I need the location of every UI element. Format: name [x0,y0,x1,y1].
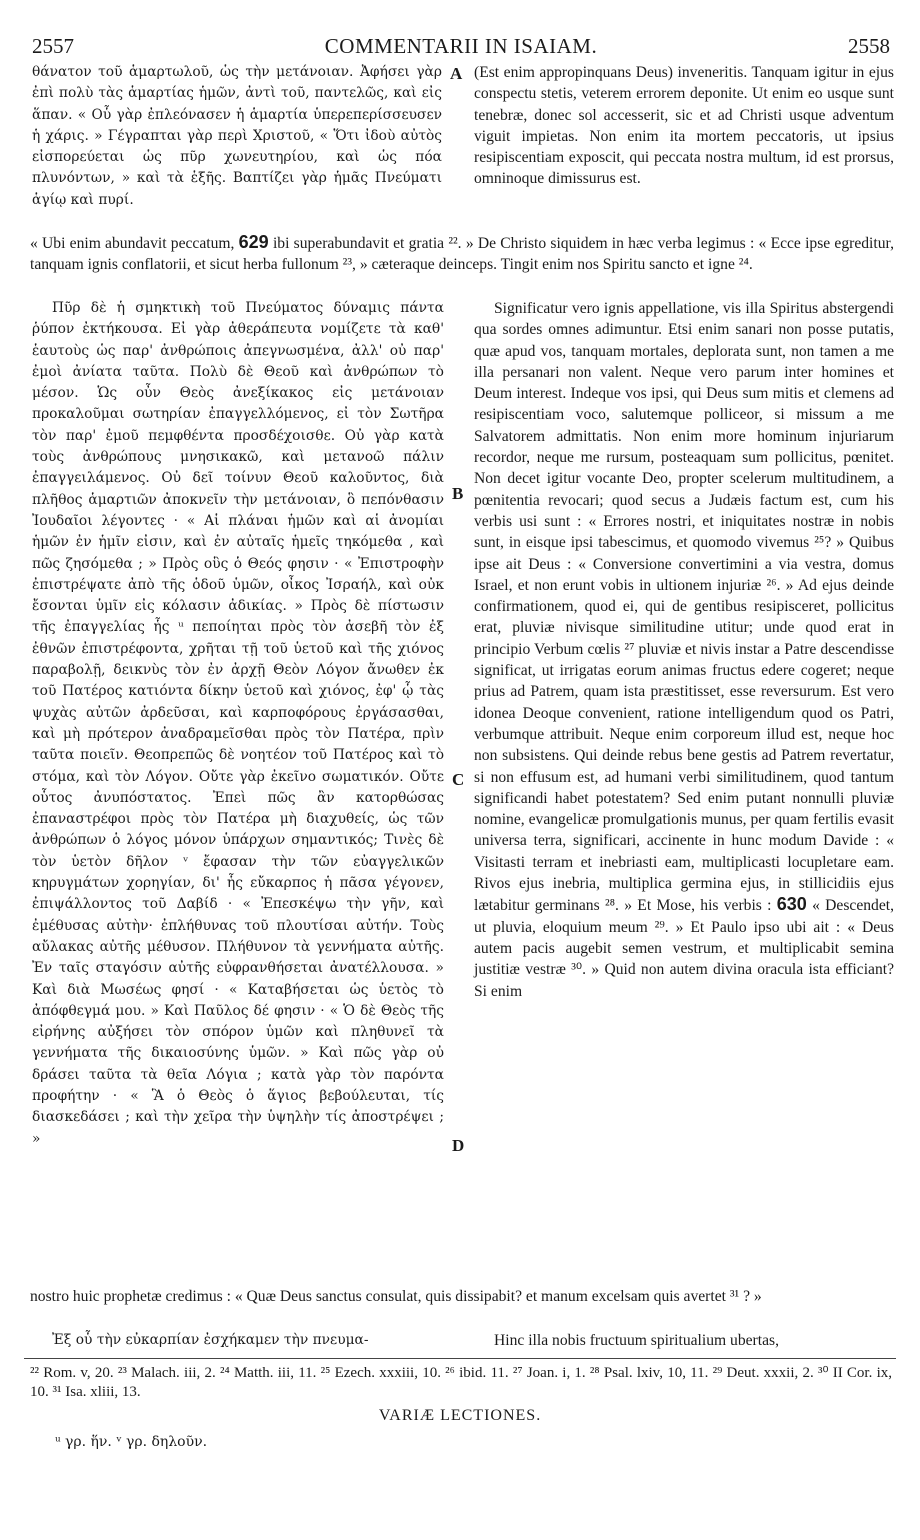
latin-text-main [474,298,894,1002]
latin-text-main-b: « Descendet, ut pluvia, eloquium meum ²⁹. » Et Paulo ipso ubi ait : « Deus autem pacis augebit semen vestrum, et multiplicabit semina justitiæ vestræ ³⁰. » Quid non autem divina oracula ista efficiant? Si enim [474,897,894,1000]
latin-full-width-1a: « Ubi enim abundavit peccatum, [30,235,235,252]
latin-full-width-1 [30,232,894,276]
page-number-right: 2558 [848,34,890,58]
footnotes: ²² Rom. v, 20. ²³ Malach. iii, 2. ²⁴ Matth. iii, 11. ²⁵ Ezech. xxxiii, 10. ²⁶ ibid. 11. ²⁷ Joan. i, 1. ²⁸ Psal. lxiv, 10, 11. ²⁹ Deut. xxxii, 2. ³⁰ II Cor. ix, 10. ³¹ Isa. xliii, 13. [30,1365,892,1400]
latin-full-width-1b: ibi superabundavit et gratia ²². » De Christo siquidem in hæc verba legimus : « Ecce ipse egreditur, tanquam ignis conflatorii, et sicut herba fullonum ²³, » cæteraque deinceps. Tingit enim nos Spiritu sancto et igne ²⁴. [30,235,894,274]
greek-column-main [32,298,444,1150]
latin-column-bottom [474,1330,894,1351]
footnote-rule [24,1358,896,1359]
greek-text-bottom: Ἐξ οὗ τὴν εὐκαρπίαν ἐσχήκαμεν τὴν πνευμα- [52,1332,369,1348]
latin-column-main [474,298,894,1002]
latin-column-top [474,62,894,190]
variae-lectiones-heading: VARIÆ LECTIONES. [378,1407,542,1424]
page-header [32,34,890,62]
page-number-left: 2557 [32,34,74,58]
latin-full-width-2: nostro huic prophetæ credimus : « Quæ Deus sanctus consulat, quis dissipabit? et manum excelsam quis avertet ³¹ ? » [30,1288,762,1305]
margin-letter-a: A [450,64,463,83]
greek-text-top: θάνατον τοῦ ἁμαρτωλοῦ, ὡς τὴν μετάνοιαν. Ἀφήσει γὰρ ἐπὶ πολὺ τὰς ἁμαρτίας ἡμῶν, ἀντὶ τοῦ, παντελῶς, καὶ εἰς ἅπαν. « Οὗ γὰρ ἐπλεόνασεν ἡ ἁμαρτία ὑπερεπερίσσευσεν ἡ χάρις. » Γέγραπται γὰρ περὶ Χριστοῦ, « Ὅτι ἰδοὺ αὐτὸς εἰσπορεύεται ὡς πῦρ χωνευτηρίου, καὶ ὡς πόα πλυνόντων, » καὶ τὰ ἑξῆς. Βαπτίζει γὰρ ἡμᾶς Πνεύματι ἁγίῳ καὶ πυρί. [32,64,442,208]
margin-letter-b: B [452,484,464,503]
greek-text-main: Πῦρ δὲ ἡ σμηκτικὴ τοῦ Πνεύματος δύναμις πάντα ῥύπον ἐκτήκουσα. Εἰ γὰρ ἀθεράπευτα νομίζετε τὰ καθ' ἑαυτοὺς ὡς παρ' ἀνθρώποις ἀπεγνωσμένα, ἀλλ' οὐ παρ' ἐμοὶ ἀνίατα ταῦτα. Πολὺ δὲ Θεοῦ καὶ ἀνθρώπων τὸ μέσον. Ὡς οὖν Θεὸς ἀνεξίκακος εἰς μετάνοιαν προκαλοῦμαι σωτηρίαν ἐπαγγελλόμενος, εἰ τὸν Σωτῆρα τὸν παρ' ἐμοῦ πεμφθέντα προσδέχοισθε. Οὐ γὰρ κατὰ τοὺς ἀνθρώπους μνησικακῶ, καὶ μετανοῶ πάλιν ἐπαγγειλάμενος. Οὐ δεῖ τοίνυν Θεοῦ καλοῦντος, διὰ πλῆθος ἁμαρτιῶν ἀποκνεῖν τὴν μετάνοιαν, ὃ πεπόνθασιν Ἰουδαῖοι λέγοντες · « Αἱ πλάναι ἡμῶν καὶ αἱ ἀνομίαι ἡμῶν ἐν ἡμῖν εἰσιν, καὶ ἐν αὐταῖς ἡμεῖς τηκόμεθα , καὶ πῶς ζησόμεθα ; » Πρὸς οὓς ὁ Θεός φησιν · « Ἐπιστροφὴν ἐπιστρέψατε ἀπὸ τῆς ὁδοῦ ὑμῶν, οἶκος Ἰσραήλ, καὶ οὐκ ἔσονται ὑμῖν εἰς κόλασιν ἀδικίας. » Πρὸς δὲ πίστωσιν τῆς ἐπαγγελίας ἧς ᵘ πεποίηται πρὸς τὸν ἀσεβῆ τὸν ἐξ ἐθνῶν ἐπιστρέφοντα, χρῆται τῇ τοῦ ὑετοῦ καὶ τῆς χιόνος παραβολῇ, δεικνὺς τὸν ἐν ἀρχῇ Θεὸν Λόγον ἄνωθεν ἐκ τοῦ Πατέρος κατιόντα δίκην ὑετοῦ καὶ χιόνος, ἐφ' ᾧ τὰς ψυχὰς αὐτῶν ἀρδεῦσαι, καὶ καρποφόρους ἐργάσασθαι, καὶ μὴ πρότερον ἀναδραμεῖσθαι πρὸς τὸν Πατέρα, πρὶν ταῦτα ποιεῖν. Θεοπρεπῶς δὲ νοητέον τοῦ Πατέρος καὶ τὸ στόμα, καὶ τὸν Λόγον. Οὔτε γὰρ ἐκεῖνο σωματικόν. Οὔτε οὗτος ἀνυπόστατος. Ἐπεὶ πῶς ἂν κατορθώσας ἐπαναστρέφοι πρὸς τὸν Πατέρα μὴ διαχυθείς, ὡς τῶν ἀνθρώπων ὁ λόγος μόνον ὑπάρχων σημαντικός; Τινὲς δὲ τὸν ὑετὸν δῆλον ᵛ ἔφασαν τὴν τῶν εὐαγγελικῶν κηρυγμάτων χορηγίαν, δι' ἧς εὔκαρπος ἡ πᾶσα γέγονεν, ἐπιψάλλοντος τοῦ Δαβίδ · « Ἐπεσκέψω τὴν γῆν, καὶ ἐμέθυσας αὐτὴν· ἐπλήθυνας τοῦ πλουτίσαι αὐτήν. Τοὺς αὔλακας αὐτῆς μέθυσον. Πλήθυνον τὰ γεννήματα αὐτῆς. Ἐν ταῖς σταγόσιν αὐτῆς εὐφρανθήσεται ἀνατέλλουσα. » Καὶ διὰ Μωσέως φησί · « Καταβήσεται ὡς ὑετὸς τὸ ἀπόφθεγμά μου. » Καὶ Παῦλος δέ φησιν · « Ὁ δὲ Θεὸς τῆς εἰρήνης αὐξήσει τὸν σπόρον ὑμῶν καὶ πληθυνεῖ τὰ γεννήματα τῆς δικαιοσύνης ὑμῶν. » Καὶ πῶς γὰρ οὐ δράσει ταῦτα τὰ θεῖα Λόγια ; κατὰ γὰρ τὸν παρόντα προφήτην · « Ἃ ὁ Θεὸς ὁ ἅγιος βεβούλευται, τίς διασκεδάσει ; καὶ τὴν χεῖρα τὴν ὑψηλὴν τίς ἀποστρέψει ; » [32,300,444,1147]
running-title: COMMENTARII IN ISAIAM. [324,34,598,58]
margin-letter-d: D [452,1136,465,1155]
latin-text-top: (Est enim appropinquans Deus) inveneritis. Tanquam igitur in ejus conspectu stetis, veterem errorem deponite. Ut enim eo usque sunt tenebræ, donec sol accesserit, sic et ad Christi usque adventum viguit impietas. Non enim ita mortem peccatoris, ut ipsius resipiscentiam exposcit, qui peccata nostra multum, id est prorsus, omninoque dimissurus est. [474,64,894,188]
variant-readings: ᵘ γρ. ἥν. ᵛ γρ. δηλοῦν. [55,1434,208,1450]
latin-text-bottom: Hinc illa nobis fructuum spiritualium ubertas, [494,1332,779,1349]
margin-letter-c: C [452,770,465,789]
greek-column-top [32,62,442,211]
greek-column-bottom [32,1330,444,1351]
latin-text-main-a: Significatur vero ignis appellatione, vis illa Spiritus abstergendi qua sordes omnes adimuntur. Etsi enim sanari non posse putatis, quæ apud vos, tanquam mortales, deplorata sunt, non tamen a me illa persanari non valent. Neque vero parum inter homines et Deum interest. Indeque vos ipsi, qui Deus sum mitis et clemens ad resipiscentiam voco, salutemque polliceor, si missum a me Salvatorem admittatis. Non enim more hominum injuriarum recordor, neque me rursum, posteaquam sum pollicitus, pœnitet. Non decet igitur vocante Deo, propter scelerum multitudinem, a pœnitentia revocari; quod secus a Judæis factum est, cum his verbis usi sunt : « Errores nostri, et iniquitates nostræ in nobis sunt, in eisque ipsi tabescimus, et quomodo vivemus ²⁵? » Quibus ipse ait Deus : « Conversione convertimini a via vestra, domus Israel, et non erunt vobis in ultionem injuriæ ²⁶. » Ad ejus deinde confirmationem, quod ei, qui de gentibus resipisceret, pollicitus erat, pluviæ nivisque similitudine utitur; unde quod erat in principio Verbum cœlis ²⁷ pluviæ et nivis instar a Patre descendisse significat, ut irrigatas eorum animas fructus edere cogeret; neque prius ad Patrem, quam ista præstitisset, esse reversurum. Est vero idonea Deoque convenient, ratione intelligendum quod os Patri, verbumque attribuit. Neque enim corporeum illud est, neque hoc non subsistens. Qui deinde rebus bene gestis ad Patrem revertatur, si non effusum est, ad humani verbi similitudinem, quod tantum significandi habet potestatem? Sed enim putant nonnulli pluviæ nomine, evangelicæ promulgationis munus, per quam fertilis evasit universa terra, significari, accinente in hunc modum Davide : « Visitasti terram et inebriasti eam, multiplicasti locupletare eam. Rivos ejus inebria, multiplica germina ejus, in stillicidiis ejus lætabitur germinans ²⁸. » Et Mose, his verbis : [474,300,894,915]
column-number-630: 630 [776,894,807,915]
column-number-629: 629 [238,232,269,252]
